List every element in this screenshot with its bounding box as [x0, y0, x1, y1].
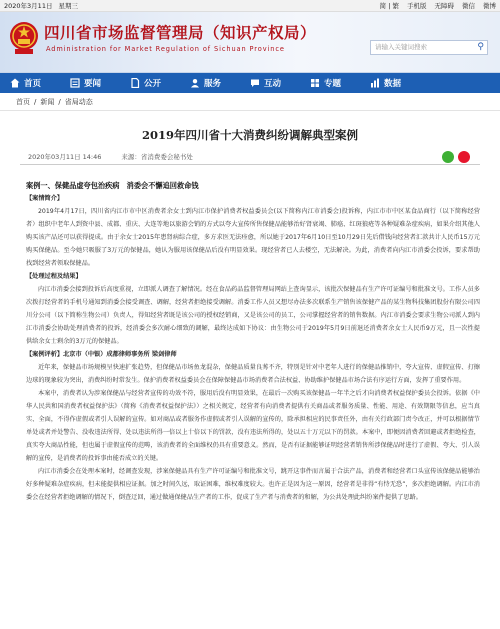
search-placeholder: 请输入关键词搜索	[375, 43, 427, 51]
search-icon[interactable]: ⚲	[477, 42, 484, 52]
breadcrumb-separator: /	[34, 97, 37, 106]
main-nav	[0, 73, 500, 93]
mobile-link[interactable]: 手机版	[407, 2, 427, 10]
accessibility-link[interactable]: 无障碍	[434, 2, 454, 10]
national-emblem-icon	[8, 20, 40, 56]
publish-date: 2020年03月11日 14:46	[28, 153, 102, 161]
site-title: 四川省市场监督管理局（知识产权局）	[44, 24, 317, 42]
site-subtitle-en: Administration for Market Regulation of Sichuan Province	[46, 45, 285, 53]
nav-interact[interactable]: 互动	[250, 77, 310, 89]
current-weekday: 星期三	[58, 2, 78, 10]
breadcrumb-news[interactable]: 新闻	[40, 97, 55, 106]
section-heading: 【处理过程及结果】	[26, 273, 82, 280]
utility-links	[380, 0, 496, 11]
article-title: 2019年四川省十大消费纠纷调解典型案例	[141, 128, 358, 142]
section-heading: 【案例评析】北京市（中银）成都律师事务所 梁剑律师	[26, 351, 177, 358]
nav-news[interactable]: 要闻	[70, 77, 130, 89]
lang-switch-link[interactable]: 简 | 繁	[379, 2, 399, 10]
share-weibo-icon[interactable]	[458, 151, 470, 163]
paragraph: 本案中，消费者认为涉案保健品与经营者宣传的功效不符，服用后没有明显效果，在最后一次购买该保健品一年半之后才向消费者权益保护委员会投诉。依据《中华人民共和国消费者权益保护法》（简称《消费者权益保护法》）之相关规定，经营者有向消费者提供有关商品或者服务质量、性能、用途、有效期限等信息，应当真实、全面，不得作虚假或者引人误解的宣传。如对商品或者服务作虚假或者引人误解的宣传的，除承担相应的民事责任外，由有关行政部门责令改正，并可以根据情节单处或者并处警告、没收违法所得、处以违法所得一倍以上十倍以下的罚款，没有违法所得的，处以五十万元以下的罚款。本案中，即便因消费者回避或者拒绝检查，真实夸大商品性能，但也属于虚假宣传的范畴，该消费者的全面维权仍具有重要意义。然而，是否有证据能够证明经营者销售所涉保健品时进行了虚假、夸大、引人误解的宣传，是消费者的投诉事由能否成立的关键。	[26, 390, 480, 462]
section-heading: 【案情简介】	[26, 195, 64, 202]
home-icon	[10, 78, 20, 88]
breadcrumb	[0, 93, 500, 111]
news-icon	[70, 78, 80, 88]
article-body	[0, 165, 500, 504]
topic-icon	[310, 78, 320, 88]
nav-topic[interactable]: 专题	[310, 77, 370, 89]
doc-icon	[130, 78, 140, 88]
paragraph: 2019年4月17日，四川省内江市市中区消费者余女士到内江市保护消费者权益委员会(以下简称内江市消委会)投诉称，内江市市中区某食品商行（以下简称经营者）组织中老年人到资中县、成都、重庆、大连等地以旅游会销的方式以夸大宣传所售保健品能够治好肾衰竭、肺癌、红斑狼疮等各种疑难杂症疾病，如果介绍其他人购买该产品还可以获得提成。由于余女士2015年患肾病综合症，多方求医无法痊愈，所以她于2017年6月10日至10月29日先后借钱向经营者汇款共计人民币15万元购买保健品。至今她只吸服了3万元的保健品，她认为服用该保健品后没有明显效果。现经营者已人去楼空，无法解决。为此，消费者向内江市消委会投诉，要求帮助找到经营者领取保健品。	[26, 208, 480, 267]
wechat-link[interactable]: 微信	[462, 2, 475, 10]
article-meta	[20, 149, 480, 165]
top-utility-bar	[0, 0, 500, 12]
nav-home[interactable]: 首页	[10, 77, 70, 89]
nav-public[interactable]: 公开	[130, 77, 190, 89]
share-buttons	[442, 151, 470, 163]
search-input[interactable]	[370, 40, 488, 55]
paragraph: 内江市消委会在处理本案时，经调查发现，涉案保健品具有生产许可证编号和批准文号，跳开这事件而言属于合法产品，消费者和经营者口头宣传该保健品能够治好多种疑难杂症疾病，但未能提供相应证据。加之时间久远，取证困难，维权难度较大。也许正是因为这一原因，经营者是非得“有恃无恐”，多次拒绝调解。内江市消委会在经营者拒绝调解的情况下，倒查迂回，通过做通保健品生产者的工作，促成了生产者与消费者的和解，为公共处理此纠纷案件提供了思路。	[26, 468, 480, 501]
article-source: 来源：省消费委会秘书处	[121, 153, 193, 161]
service-icon	[190, 78, 200, 88]
nav-service[interactable]: 服务	[190, 77, 250, 89]
case-title: 案例一、保健品虚夸包治疾病 消委会不懈追回救命钱	[26, 181, 199, 190]
share-wechat-icon[interactable]	[442, 151, 454, 163]
breadcrumb-separator: /	[58, 97, 61, 106]
paragraph: 内江市消委会接到投诉后高度重视，立即派人调查了解情况。经在食品药品监督管理局网站上查询显示，该批次保健品有生产许可证编号和批准文号。工作人员多次拨打经营者的手机号通知到消委会接受调查、调解，经营者拒绝接受调解。消委工作人员又想尽办法多次联系生产销售该保健产品的某生物科技集团股份有限公司四川分公司（以下简称生物公司）负责人，得知经营者既是该公司的授权经销商，又是该公司的员工，公司掌握经营者的销售数据。内江市消委会要求生物公司派人到内江市消委会协助处理消费者的投诉，经消委会多次耐心细致的调解，最终达成如下协议：由生物公司于2019年5月9日前退还消费者余女士人民币9万元，且一次性提供给余女士剩余的3万元的保健品。	[26, 286, 480, 345]
breadcrumb-home[interactable]: 首页	[16, 97, 30, 106]
weibo-link[interactable]: 微博	[483, 2, 496, 10]
chat-icon	[250, 78, 260, 88]
paragraph: 近年来，保健品市场规模呈快速扩张趋势，但保健品市场鱼龙混杂，保健品质量良莠不齐，特别是针对中老年人进行的保健品推销中，夸大宣传、虚假宣传、打擦边球的现象较为突出，消费纠纷时常发生。保护消费者权益委员会在保障保健品市场消费者合法权益、协助维护保健品市场合法有序运行方面，发挥了重要作用。	[26, 364, 480, 384]
current-date: 2020年3月11日	[4, 2, 53, 10]
nav-data[interactable]: 数据	[370, 77, 430, 89]
site-header	[0, 12, 500, 73]
breadcrumb-dept-news[interactable]: 省局动态	[64, 97, 93, 106]
data-icon	[370, 78, 380, 88]
